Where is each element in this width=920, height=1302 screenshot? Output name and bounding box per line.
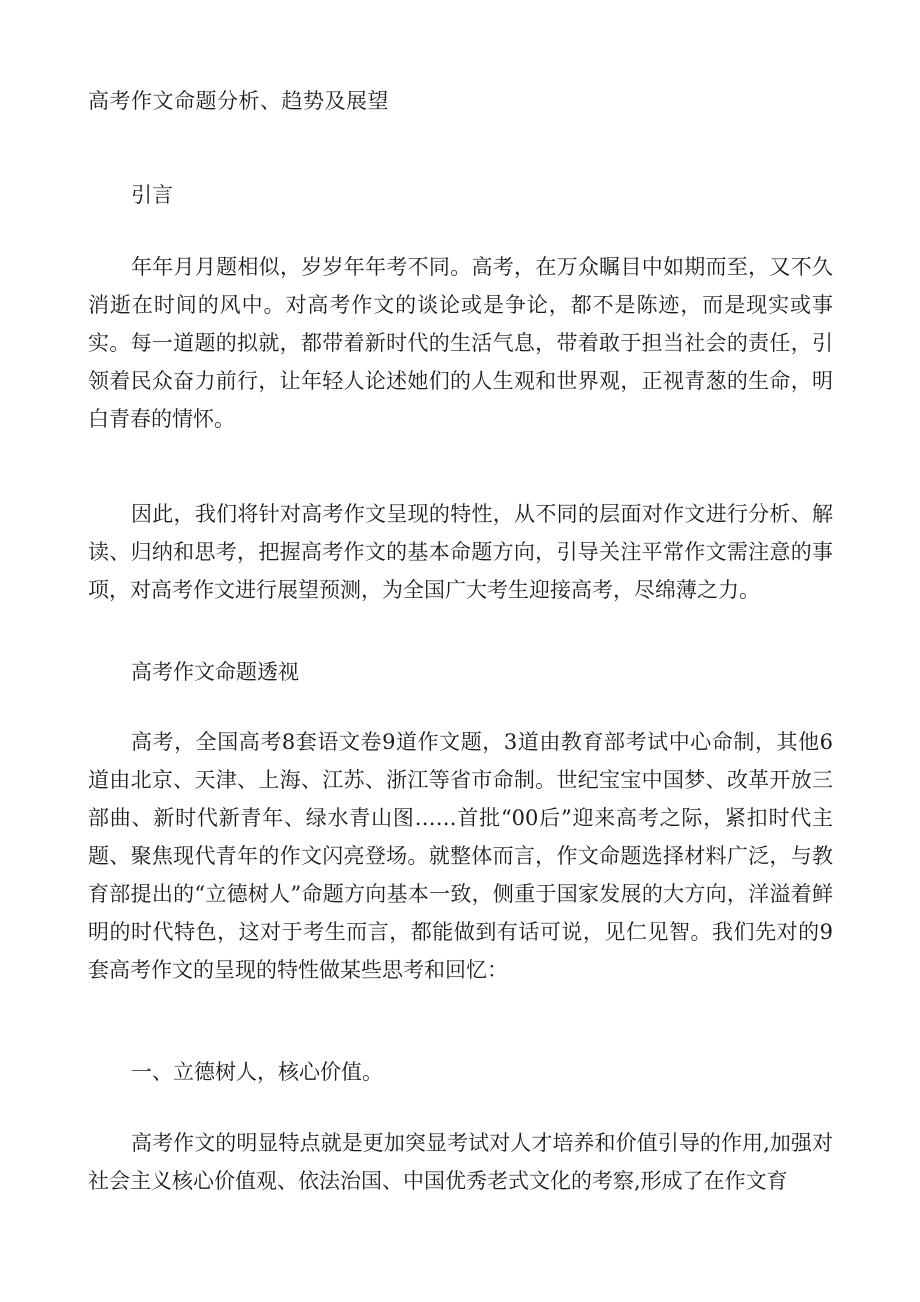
point-1-paragraph: 高考作文的明显特点就是更加突显考试对人才培养和价值引导的作用,加强对社会主义核心价值观、依法治国、中国优秀老式文化的考察,形成了在作文育: [88, 1131, 833, 1193]
intro-paragraph-1: 年年月月题相似，岁岁年年考不同。高考，在万众瞩目中如期而至，又不久消逝在时间的风中。对高考作文的谈论或是争论，都不是陈迹，而是现实或事实。每一道题的拟就，都带着新时代的生活气息，带着敢于担当社会的责任，引领着民众奋力前行，让年轻人论述她们的人生观和世界观，正视青葱的生命，明白青春的情怀。: [88, 255, 833, 431]
section-paragraph: 高考，全国高考8套语文卷9道作文题，3道由教育部考试中心命制，其他6道由北京、天津、上海、江苏、浙江等省市命制。世纪宝宝中国梦、改革开放三部曲、新时代新青年、绿水青山图……首批“00后”迎来高考之际，紧扣时代主题、聚焦现代青年的作文闪亮登场。就整体而言，作文命题选择材料广泛，与教育部提出的“立德树人”命题方向基本一致，侧重于国家发展的大方向，洋溢着鲜明的时代特色，这对于考生而言，都能做到有话可说，见仁见智。我们先对的9套高考作文的呈现的特性做某些思考和回忆：: [88, 730, 833, 982]
point-1-heading: 一、立德树人，核心价值。: [131, 1060, 383, 1084]
section-heading: 高考作文命题透视: [131, 660, 299, 684]
intro-paragraph-2: 因此，我们将针对高考作文呈现的特性，从不同的层面对作文进行分析、解读、归纳和思考，把握高考作文的基本命题方向，引导关注平常作文需注意的事项，对高考作文进行展望预测，为全国广大考生迎接高考，尽绵薄之力。: [88, 502, 833, 602]
intro-heading: 引言: [131, 183, 173, 207]
document-title: 高考作文命题分析、趋势及展望: [88, 89, 389, 113]
